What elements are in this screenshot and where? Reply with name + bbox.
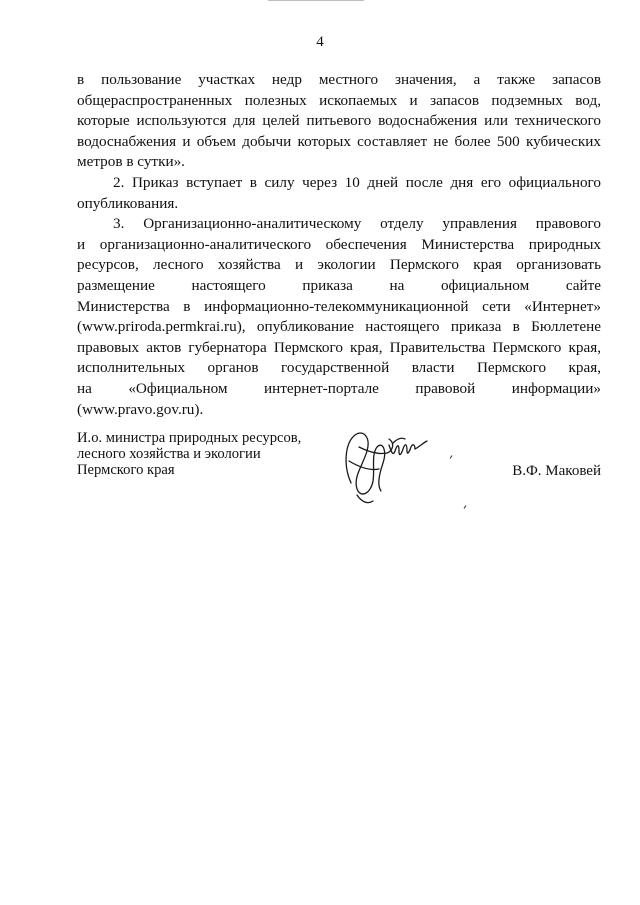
handwritten-signature-icon bbox=[337, 421, 497, 511]
signatory-position bbox=[77, 431, 301, 478]
position-line: И.о. министра природных ресурсов, bbox=[77, 430, 302, 446]
document-body bbox=[77, 70, 601, 420]
text-line: (www.priroda.permkrai.ru), опубликование настоящего приказа в Бюллетене bbox=[77, 318, 601, 336]
text-line: правовых актов губернатора Пермского края, Правительства Пермского края, bbox=[77, 338, 601, 356]
text-line: в пользование участках недр местного значения, а также запасов bbox=[77, 71, 601, 88]
signatory-name: В.Ф. Маковей bbox=[512, 463, 601, 479]
paragraph-2 bbox=[77, 173, 601, 214]
text-line: ресурсов, лесного хозяйства и экологии Пермского края организовать bbox=[77, 256, 601, 274]
text-line: 3. Организационно-аналитическому отделу управления правового bbox=[113, 215, 601, 233]
top-edge-line bbox=[268, 0, 364, 1]
position-line: Пермского края bbox=[77, 461, 175, 478]
ink-mark-icon bbox=[449, 455, 453, 459]
text-line: водоснабжения и объем добычи которых составляет не более 500 кубических bbox=[77, 132, 601, 150]
text-line: и организационно-аналитического обеспечения Министерства природных bbox=[77, 235, 601, 253]
text-line: которые используются для целей питьевого водоснабжения или технического bbox=[77, 112, 601, 130]
position-line: лесного хозяйства и экологии bbox=[77, 445, 261, 462]
text-line: опубликования. bbox=[77, 194, 179, 212]
text-line: исполнительных органов государственной власти Пермского края, bbox=[77, 359, 601, 377]
text-line: общераспространенных полезных ископаемых и запасов подземных вод, bbox=[77, 91, 601, 109]
text-line: 2. Приказ вступает в силу через 10 дней после дня его официального bbox=[113, 173, 601, 191]
text-line: (www.pravo.gov.ru). bbox=[77, 400, 204, 418]
text-line: метров в сутки». bbox=[77, 153, 185, 171]
ink-mark-icon bbox=[463, 505, 467, 509]
text-line: на «Официальном интернет-портале правовой информации» bbox=[77, 379, 601, 397]
page-number: 4 bbox=[316, 34, 324, 50]
text-line: размещение настоящего приказа на официальном сайте bbox=[77, 276, 601, 294]
paragraph-3 bbox=[77, 214, 601, 420]
text-line: Министерства в информационно-телекоммуникационной сети «Интернет» bbox=[77, 297, 601, 315]
paragraph-1 bbox=[77, 70, 601, 173]
